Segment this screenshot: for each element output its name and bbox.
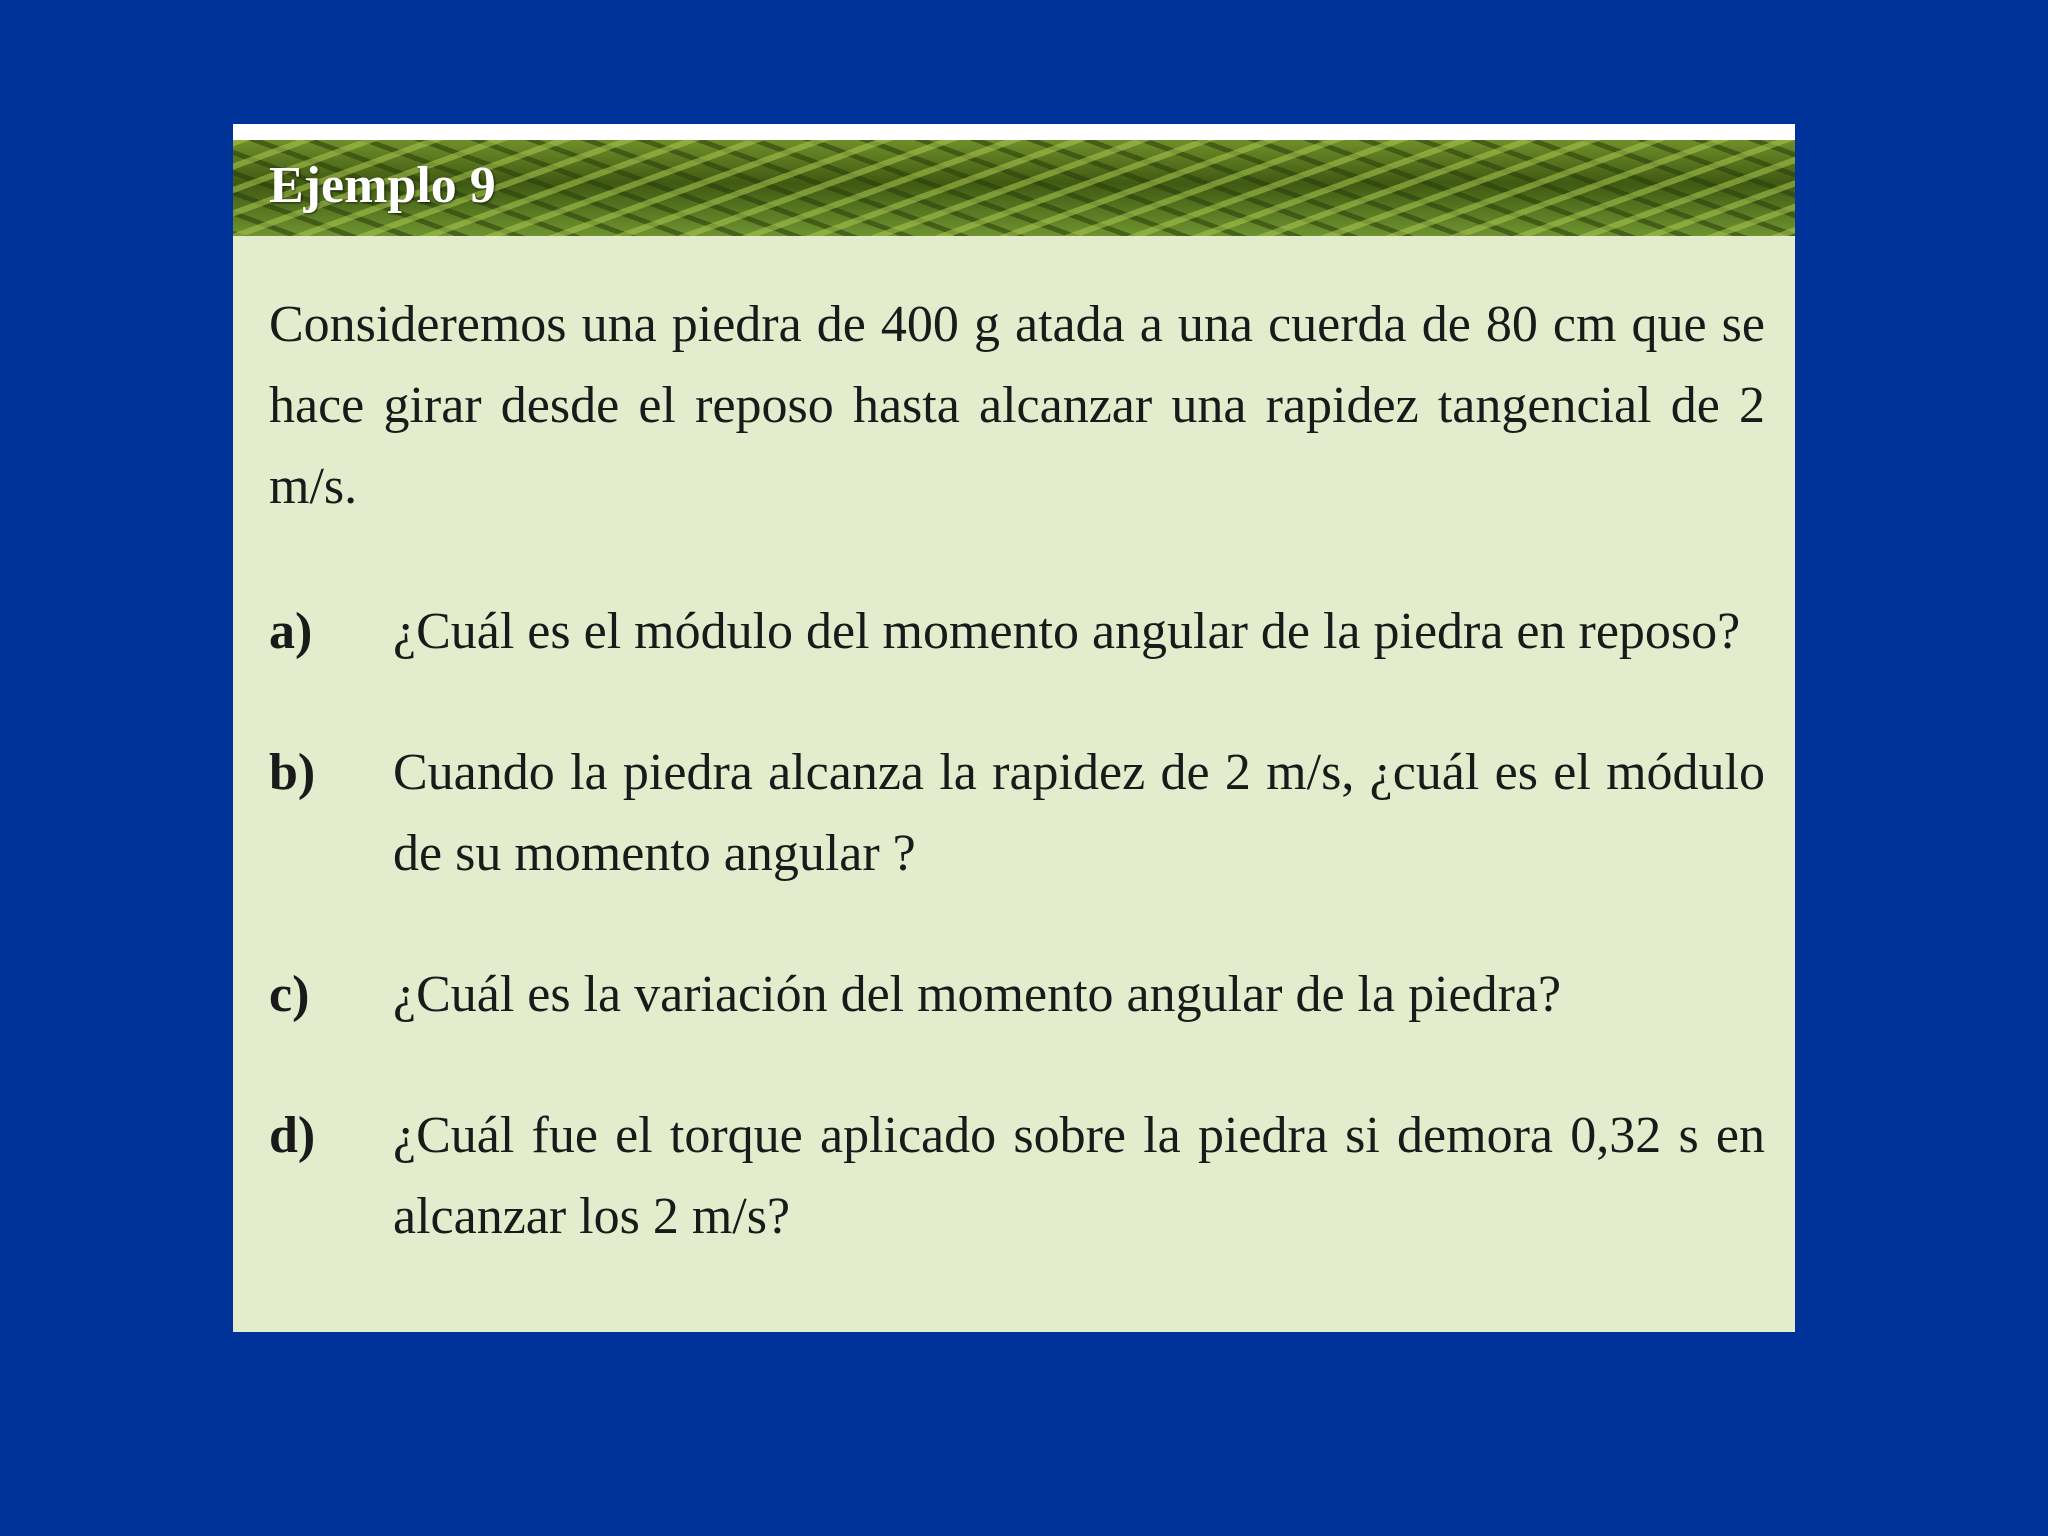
question-item-a bbox=[269, 591, 1765, 672]
question-item-d bbox=[269, 1095, 1765, 1257]
example-title: Ejemplo 9 bbox=[269, 157, 496, 214]
question-letter: b) bbox=[269, 744, 316, 801]
question-text: Cuando la piedra alcanza la rapidez de 2 m/s, ¿cuál es el módulo de su momento angular ? bbox=[393, 744, 1765, 882]
example-card bbox=[233, 124, 1795, 1332]
question-letter: c) bbox=[269, 966, 310, 1023]
problem-statement: Consideremos una piedra de 400 g atada a una cuerda de 80 cm que se hace girar desde el reposo hasta alcanzar una rapidez tangencial de 2 m/s. bbox=[269, 296, 1765, 515]
question-text: ¿Cuál es el módulo del momento angular de la piedra en reposo? bbox=[393, 603, 1741, 660]
question-text: ¿Cuál es la variación del momento angular de la piedra? bbox=[393, 966, 1562, 1023]
card-header-banner bbox=[233, 140, 1795, 236]
question-item-c bbox=[269, 954, 1765, 1035]
question-item-b bbox=[269, 732, 1765, 894]
question-letter: d) bbox=[269, 1107, 316, 1164]
card-body bbox=[269, 284, 1765, 1257]
question-letter: a) bbox=[269, 603, 313, 660]
card-top-border bbox=[233, 124, 1795, 140]
question-text: ¿Cuál fue el torque aplicado sobre la piedra si demora 0,32 s en alcanzar los 2 m/s? bbox=[393, 1107, 1765, 1245]
